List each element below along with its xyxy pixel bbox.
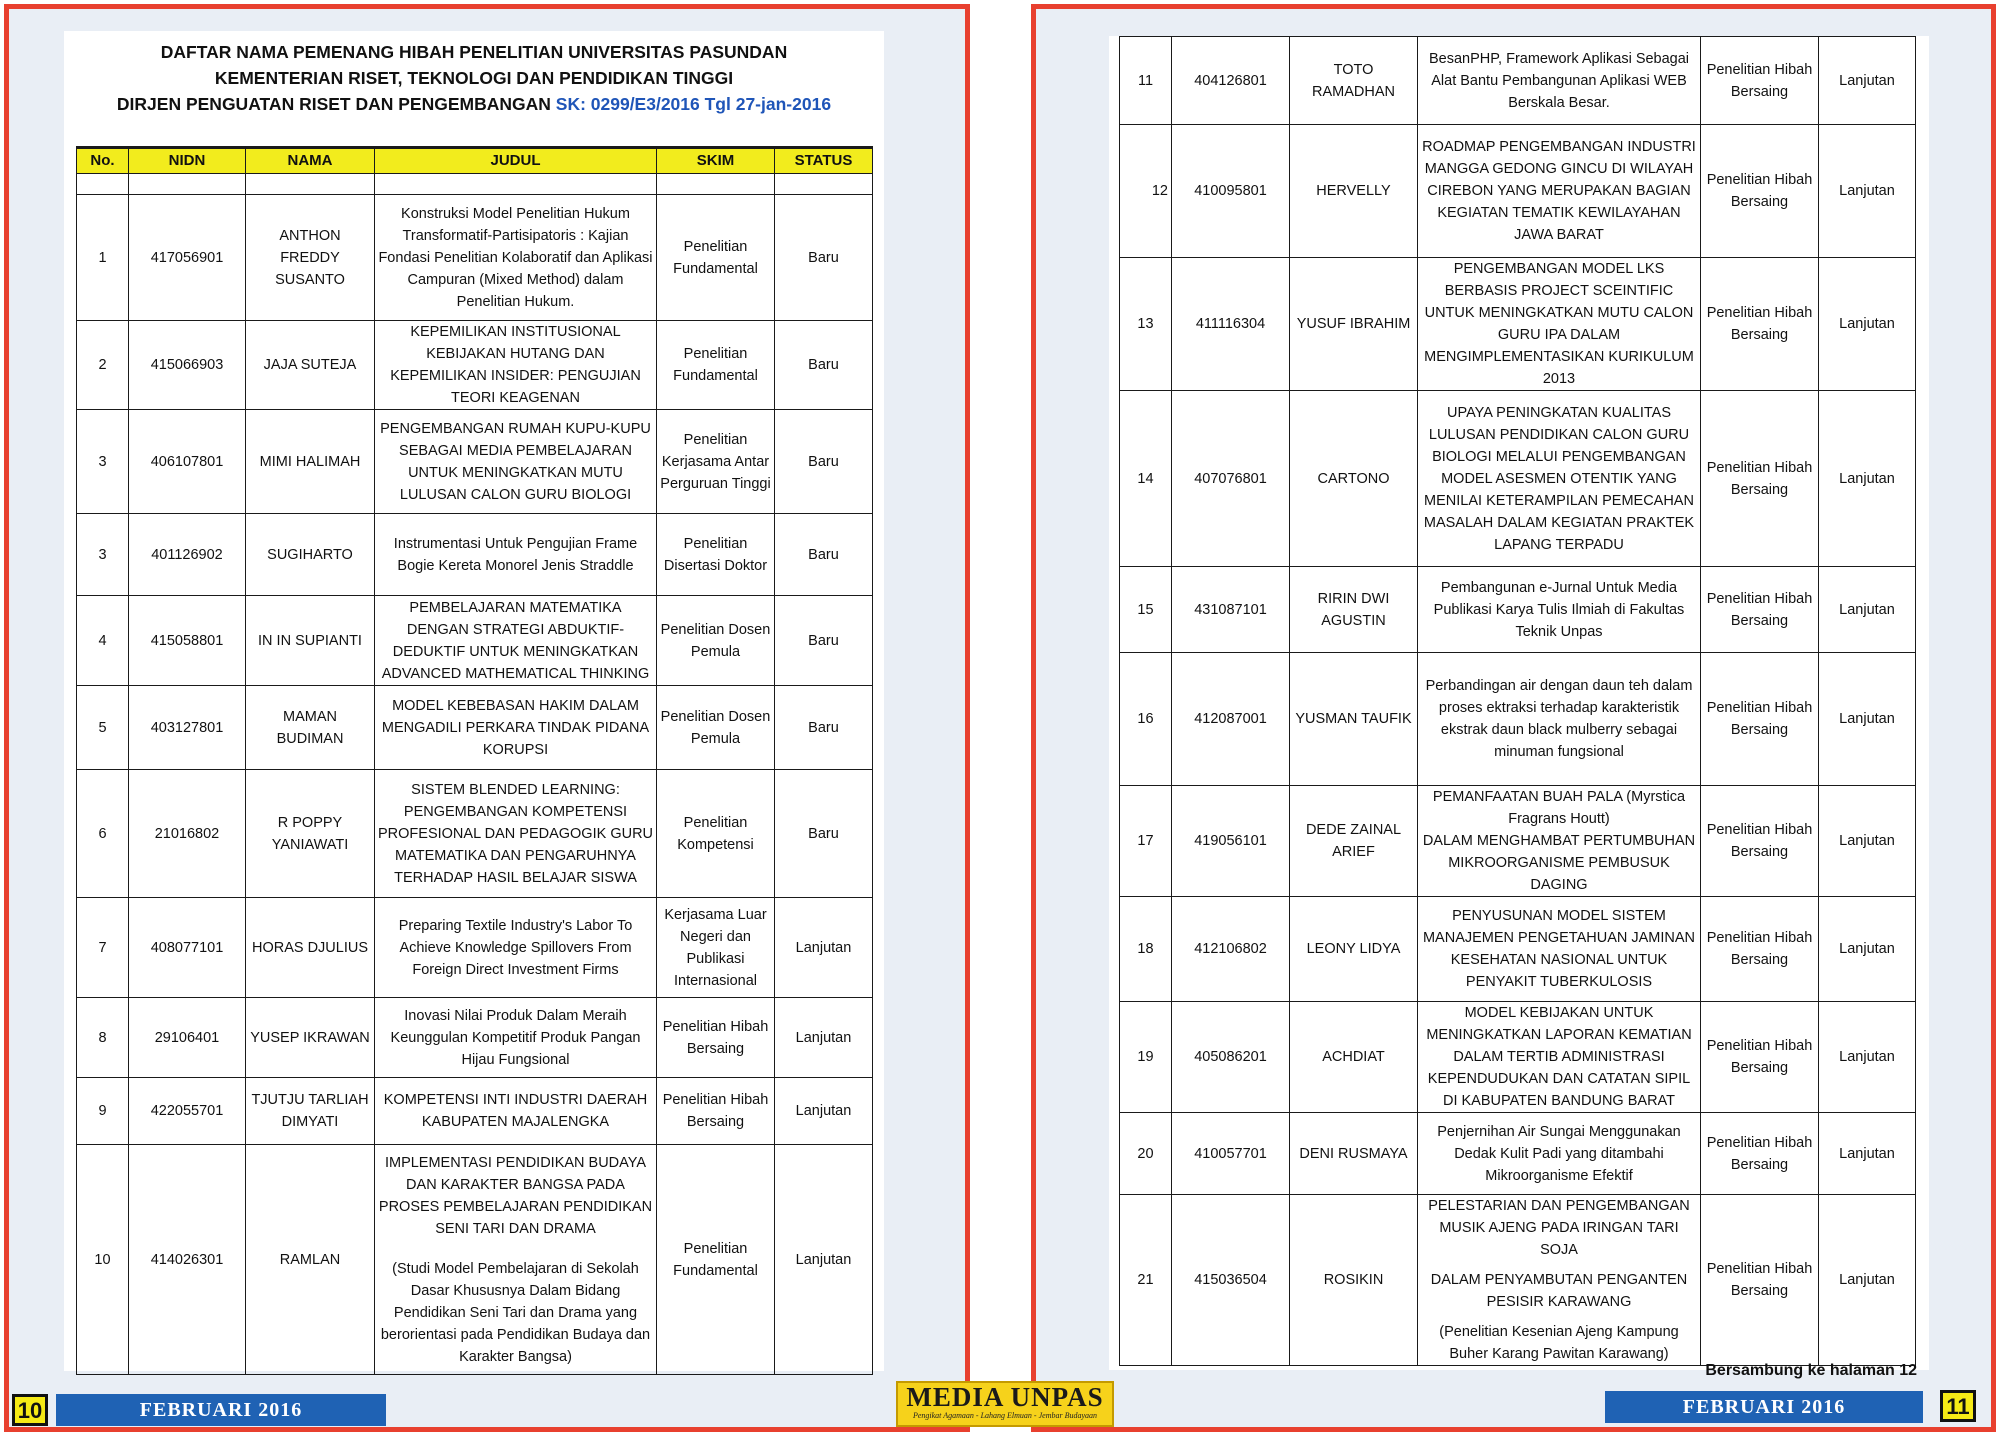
cell-nidn: 405086201 <box>1172 1002 1290 1113</box>
cell-nama: DEDE ZAINAL ARIEF <box>1290 786 1418 897</box>
cell-status: Lanjutan <box>775 898 873 998</box>
column-header-nama: NAMA <box>246 148 375 174</box>
cell-no: 3 <box>77 410 129 514</box>
table-row <box>77 410 873 514</box>
table-row <box>1120 125 1916 258</box>
cell-no: 11 <box>1120 37 1172 125</box>
cell-judul: ROADMAP PENGEMBANGAN INDUSTRI MANGGA GEDONG GINCU DI WILAYAH CIREBON YANG MERUPAKAN BAGIAN KEGIATAN TEMATIK KEWILAYAHAN JAWA BARAT <box>1418 125 1701 258</box>
table-row <box>77 596 873 686</box>
cell-skim: Penelitian Hibah Bersaing <box>1701 37 1819 125</box>
cell-status: Lanjutan <box>775 1078 873 1145</box>
cell-skim: Penelitian Fundamental <box>657 195 775 321</box>
table-row <box>1120 391 1916 567</box>
cell-judul: UPAYA PENINGKATAN KUALITAS LULUSAN PENDIDIKAN CALON GURU BIOLOGI MELALUI PENGEMBANGAN MODEL ASESMEN OTENTIK YANG MENILAI KETERAMPILAN PEMECAHAN MASALAH DALAM KEGIATAN PRAKTEK LAPANG TERPADU <box>1418 391 1701 567</box>
cell-status: Baru <box>775 514 873 596</box>
cell-no: 8 <box>77 998 129 1078</box>
cell-no: 17 <box>1120 786 1172 897</box>
table-row <box>77 686 873 770</box>
cell-nidn: 415036504 <box>1172 1195 1290 1366</box>
cell-no: 5 <box>77 686 129 770</box>
cell-nidn: 412106802 <box>1172 897 1290 1002</box>
cell-no: 16 <box>1120 653 1172 786</box>
cell-skim: Penelitian Hibah Bersaing <box>1701 1002 1819 1113</box>
cell-skim: Penelitian Hibah Bersaing <box>1701 567 1819 653</box>
cell-nidn: 406107801 <box>129 410 246 514</box>
cell-skim: Penelitian Hibah Bersaing <box>1701 1195 1819 1366</box>
header-line-1: DAFTAR NAMA PEMENANG HIBAH PENELITIAN UNIVERSITAS PASUNDAN <box>160 42 788 62</box>
logo-tagline: Pengikat Agamaan - Lahang Elmuan - Jembar Budayaan <box>912 1411 1098 1420</box>
cell-skim: Penelitian Kompetensi <box>657 770 775 898</box>
table-row <box>1120 653 1916 786</box>
judul-line-2: DALAM PENYAMBUTAN PENGANTEN PESISIR KARAWANG <box>1430 1272 1688 1310</box>
issue-month-right: FEBRUARI 2016 <box>1605 1391 1923 1423</box>
judul-subtitle: DALAM MENGHAMBAT PERTUMBUHAN MIKROORGANISME PEMBUSUK DAGING <box>1422 833 1696 893</box>
cell-nama: YUSMAN TAUFIK <box>1290 653 1418 786</box>
cell-nama: MAMAN BUDIMAN <box>246 686 375 770</box>
judul-main: PEMANFAATAN BUAH PALA (Myrstica Fragrans Houtt) <box>1432 789 1686 827</box>
cell-nidn: 411116304 <box>1172 258 1290 391</box>
cell-skim: Penelitian Disertasi Doktor <box>657 514 775 596</box>
header-line-2: KEMENTERIAN RISET, TEKNOLOGI DAN PENDIDIKAN TINGGI <box>214 68 734 88</box>
cell-nama: RAMLAN <box>246 1145 375 1375</box>
judul-subtitle: (Studi Model Pembelajaran di Sekolah Dasar Khususnya Dalam Bidang Pendidikan Seni Tari dan Drama yang berorientasi pada Pendidikan Budaya dan Karakter Bangsa) <box>380 1260 651 1365</box>
page-right <box>1031 4 1996 1432</box>
table-row <box>1120 1002 1916 1113</box>
cell-nidn: 29106401 <box>129 998 246 1078</box>
cell-judul: BesanPHP, Framework Aplikasi Sebagai Alat Bantu Pembangunan Aplikasi WEB Berskala Besar. <box>1418 37 1701 125</box>
cell-nama: TJUTJU TARLIAH DIMYATI <box>246 1078 375 1145</box>
page-left <box>4 4 970 1432</box>
cell-skim: Kerjasama Luar Negeri dan Publikasi Internasional <box>657 898 775 998</box>
cell-nama: LEONY LIDYA <box>1290 897 1418 1002</box>
cell-nama: YUSEP IKRAWAN <box>246 998 375 1078</box>
column-header-no: No. <box>77 148 129 174</box>
cell-nama: IN IN SUPIANTI <box>246 596 375 686</box>
cell-nidn: 422055701 <box>129 1078 246 1145</box>
table-row <box>77 770 873 898</box>
cell-nidn: 412087001 <box>1172 653 1290 786</box>
cell-judul: Penjernihan Air Sungai Menggunakan Dedak Kulit Padi yang ditambahi Mikroorganisme Efektif <box>1418 1113 1701 1195</box>
cell-judul: PENYUSUNAN MODEL SISTEM MANAJEMEN PENGETAHUAN JAMINAN KESEHATAN NASIONAL UNTUK PENYAKIT TUBERKULOSIS <box>1418 897 1701 1002</box>
cell-judul: PENGEMBANGAN MODEL LKS BERBASIS PROJECT SCEINTIFIC UNTUK MENINGKATKAN MUTU CALON GURU IPA DALAM MENGIMPLEMENTASIKAN KURIKULUM 2013 <box>1418 258 1701 391</box>
cell-nama: TOTO RAMADHAN <box>1290 37 1418 125</box>
cell-status: Baru <box>775 596 873 686</box>
cell-judul: Pembangunan e-Jurnal Untuk Media Publikasi Karya Tulis Ilmiah di Fakultas Teknik Unpas <box>1418 567 1701 653</box>
cell-nidn: 431087101 <box>1172 567 1290 653</box>
table-header-row <box>77 148 873 174</box>
cell-status: Lanjutan <box>775 1145 873 1375</box>
cell-skim: Penelitian Hibah Bersaing <box>1701 391 1819 567</box>
cell-no: 1 <box>77 195 129 321</box>
cell-nama: YUSUF IBRAHIM <box>1290 258 1418 391</box>
cell-status: Baru <box>775 195 873 321</box>
cell-no: 15 <box>1120 567 1172 653</box>
cell-no: 18 <box>1120 897 1172 1002</box>
cell-skim: Penelitian Dosen Pemula <box>657 596 775 686</box>
cell-judul: KOMPETENSI INTI INDUSTRI DAERAH KABUPATEN MAJALENGKA <box>375 1078 657 1145</box>
cell-no: 10 <box>77 1145 129 1375</box>
cell-status: Lanjutan <box>1819 1195 1916 1366</box>
cell-no: 21 <box>1120 1195 1172 1366</box>
cell-skim: Penelitian Dosen Pemula <box>657 686 775 770</box>
cell-nama: ANTHON FREDDY SUSANTO <box>246 195 375 321</box>
cell-status: Lanjutan <box>1819 653 1916 786</box>
cell-judul: Preparing Textile Industry's Labor To Achieve Knowledge Spillovers From Foreign Direct Investment Firms <box>375 898 657 998</box>
cell-judul: PEMBELAJARAN MATEMATIKA DENGAN STRATEGI ABDUKTIF-DEDUKTIF UNTUK MENINGKATKAN ADVANCED MATHEMATICAL THINKING <box>375 596 657 686</box>
cell-nidn: 415058801 <box>129 596 246 686</box>
cell-skim: Penelitian Fundamental <box>657 1145 775 1375</box>
cell-nidn: 410057701 <box>1172 1113 1290 1195</box>
table-row <box>77 1078 873 1145</box>
cell-no: 2 <box>77 321 129 410</box>
continued-notice: Bersambung ke halaman 12 <box>1705 1362 1917 1379</box>
cell-status: Lanjutan <box>1819 567 1916 653</box>
cell-nidn: 419056101 <box>1172 786 1290 897</box>
cell-nidn: 417056901 <box>129 195 246 321</box>
cell-no: 12 <box>1120 125 1172 258</box>
cell-no: 13 <box>1120 258 1172 391</box>
table-row <box>1120 567 1916 653</box>
table-row <box>77 321 873 410</box>
cell-no: 9 <box>77 1078 129 1145</box>
cell-nidn: 404126801 <box>1172 37 1290 125</box>
cell-nidn: 414026301 <box>129 1145 246 1375</box>
cell-judul: SISTEM BLENDED LEARNING: PENGEMBANGAN KOMPETENSI PROFESIONAL DAN PEDAGOGIK GURU MATEMATIKA DAN PENGARUHNYA TERHADAP HASIL BELAJAR SISWA <box>375 770 657 898</box>
table-row <box>77 514 873 596</box>
cell-status: Lanjutan <box>1819 125 1916 258</box>
cell-no: 20 <box>1120 1113 1172 1195</box>
table-row <box>77 898 873 998</box>
cell-judul: Instrumentasi Untuk Pengujian Frame Bogie Kereta Monorel Jenis Straddle <box>375 514 657 596</box>
table-row <box>1120 258 1916 391</box>
page-number-left: 10 <box>12 1394 48 1426</box>
cell-judul: PENGEMBANGAN RUMAH KUPU-KUPU SEBAGAI MEDIA PEMBELAJARAN UNTUK MENINGKATKAN MUTU LULUSAN CALON GURU BIOLOGI <box>375 410 657 514</box>
cell-status: Baru <box>775 686 873 770</box>
cell-judul: Konstruksi Model Penelitian Hukum Transformatif-Partisipatoris : Kajian Fondasi Penelitian Kolaboratif dan Aplikasi Campuran (Mixed Method) dalam Penelitian Hukum. <box>375 195 657 321</box>
cell-status: Lanjutan <box>775 998 873 1078</box>
header-line-3-main: DIRJEN PENGUATAN RISET DAN PENGEMBANGAN <box>116 94 551 114</box>
cell-nama: SUGIHARTO <box>246 514 375 596</box>
cell-skim: Penelitian Hibah Bersaing <box>1701 897 1819 1002</box>
cell-skim: Penelitian Kerjasama Antar Perguruan Tinggi <box>657 410 775 514</box>
judul-main: PELESTARIAN DAN PENGEMBANGAN MUSIK AJENG PADA IRINGAN TARI SOJA <box>1428 1198 1690 1258</box>
cell-skim: Penelitian Fundamental <box>657 321 775 410</box>
cell-nidn: 415066903 <box>129 321 246 410</box>
cell-judul: KEPEMILIKAN INSTITUSIONAL KEBIJAKAN HUTANG DAN KEPEMILIKAN INSIDER: PENGUJIAN TEORI KEAGENAN <box>375 321 657 410</box>
document-sheet-right <box>1109 36 1929 1370</box>
cell-nama: JAJA SUTEJA <box>246 321 375 410</box>
table-spacer-row <box>77 174 873 195</box>
cell-skim: Penelitian Hibah Bersaing <box>1701 125 1819 258</box>
cell-nama: HORAS DJULIUS <box>246 898 375 998</box>
cell-judul <box>1418 786 1701 897</box>
cell-nidn: 410095801 <box>1172 125 1290 258</box>
cell-nama: RIRIN DWI AGUSTIN <box>1290 567 1418 653</box>
cell-nama: MIMI HALIMAH <box>246 410 375 514</box>
cell-nama: DENI RUSMAYA <box>1290 1113 1418 1195</box>
cell-nidn: 401126902 <box>129 514 246 596</box>
cell-status: Lanjutan <box>1819 258 1916 391</box>
column-header-judul: JUDUL <box>375 148 657 174</box>
cell-no: 14 <box>1120 391 1172 567</box>
table-row <box>1120 1195 1916 1366</box>
cell-judul <box>1418 1195 1701 1366</box>
column-header-skim: SKIM <box>657 148 775 174</box>
cell-skim: Penelitian Hibah Bersaing <box>657 998 775 1078</box>
column-header-status: STATUS <box>775 148 873 174</box>
judul-main: IMPLEMENTASI PENDIDIKAN BUDAYA DAN KARAKTER BANGSA PADA PROSES PEMBELAJARAN PENDIDIKAN SENI TARI DAN DRAMA <box>378 1154 653 1237</box>
cell-nidn: 408077101 <box>129 898 246 998</box>
cell-no: 4 <box>77 596 129 686</box>
cell-nidn: 21016802 <box>129 770 246 898</box>
cell-no: 7 <box>77 898 129 998</box>
cell-status: Lanjutan <box>1819 786 1916 897</box>
cell-no: 3 <box>77 514 129 596</box>
cell-no: 19 <box>1120 1002 1172 1113</box>
cell-nama: HERVELLY <box>1290 125 1418 258</box>
winners-table-right <box>1119 36 1916 1366</box>
page-number-right: 11 <box>1940 1390 1976 1422</box>
cell-no: 6 <box>77 770 129 898</box>
cell-judul <box>375 1145 657 1375</box>
cell-status: Lanjutan <box>1819 1113 1916 1195</box>
cell-status: Lanjutan <box>1819 1002 1916 1113</box>
cell-skim: Penelitian Hibah Bersaing <box>1701 258 1819 391</box>
table-row <box>1120 37 1916 125</box>
cell-judul: MODEL KEBIJAKAN UNTUK MENINGKATKAN LAPORAN KEMATIAN DALAM TERTIB ADMINISTRASI KEPENDUDUKAN DAN CATATAN SIPIL DI KABUPATEN BANDUNG BARAT <box>1418 1002 1701 1113</box>
issue-month-left: FEBRUARI 2016 <box>56 1394 386 1426</box>
table-row <box>1120 897 1916 1002</box>
cell-skim: Penelitian Hibah Bersaing <box>1701 1113 1819 1195</box>
cell-nama: R POPPY YANIAWATI <box>246 770 375 898</box>
cell-nama: ROSIKIN <box>1290 1195 1418 1366</box>
cell-skim: Penelitian Hibah Bersaing <box>1701 786 1819 897</box>
cell-status: Lanjutan <box>1819 37 1916 125</box>
cell-status: Baru <box>775 321 873 410</box>
column-header-nidn: NIDN <box>129 148 246 174</box>
decree-reference: SK: 0299/E3/2016 Tgl 27-jan-2016 <box>555 94 832 114</box>
cell-status: Baru <box>775 410 873 514</box>
cell-judul: Inovasi Nilai Produk Dalam Meraih Keunggulan Kompetitif Produk Pangan Hijau Fungsional <box>375 998 657 1078</box>
table-row <box>77 1145 873 1375</box>
media-unpas-logo <box>896 1381 1114 1427</box>
table-row <box>77 195 873 321</box>
cell-status: Baru <box>775 770 873 898</box>
document-sheet-left <box>64 31 884 1371</box>
cell-judul: Perbandingan air dengan daun teh dalam proses ektraksi terhadap karakteristik ekstrak daun black mulberry sebagai minuman fungsional <box>1418 653 1701 786</box>
document-header <box>64 39 884 117</box>
cell-nama: ACHDIAT <box>1290 1002 1418 1113</box>
winners-table-left <box>76 146 873 1375</box>
cell-nama: CARTONO <box>1290 391 1418 567</box>
cell-judul: MODEL KEBEBASAN HAKIM DALAM MENGADILI PERKARA TINDAK PIDANA KORUPSI <box>375 686 657 770</box>
table-row <box>1120 1113 1916 1195</box>
cell-skim: Penelitian Hibah Bersaing <box>657 1078 775 1145</box>
header-line-3 <box>64 91 884 117</box>
table-row <box>1120 786 1916 897</box>
cell-nidn: 407076801 <box>1172 391 1290 567</box>
logo-name: MEDIA UNPAS <box>906 1382 1104 1412</box>
cell-skim: Penelitian Hibah Bersaing <box>1701 653 1819 786</box>
cell-status: Lanjutan <box>1819 391 1916 567</box>
cell-nidn: 403127801 <box>129 686 246 770</box>
table-row <box>77 998 873 1078</box>
cell-status: Lanjutan <box>1819 897 1916 1002</box>
judul-line-3: (Penelitian Kesenian Ajeng Kampung Buher Karang Pawitan Karawang) <box>1439 1324 1679 1362</box>
